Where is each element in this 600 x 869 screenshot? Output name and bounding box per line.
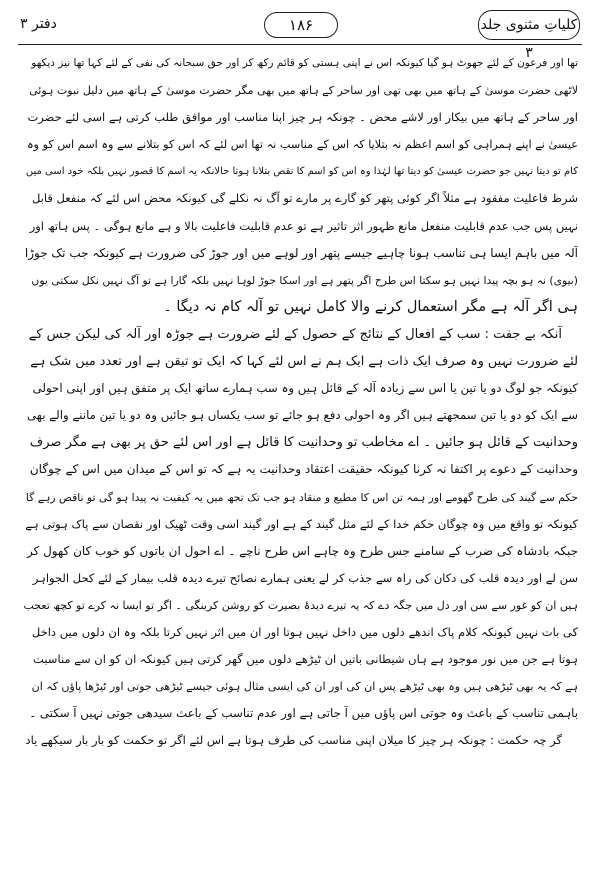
text-line: (بیوی) نہ ہو بچہ پیدا نہیں ہو سکتا اس طرح اگر پتھر ہے اور اسکا جوڑ لوہا نہیں بلکہ گارا ہے تو آگ نہیں نکل سکتی یوں bbox=[31, 273, 578, 287]
text-line: حکم سے گیند کی طرح گھومے اور ہمہ تن اس کا مطیع و منقاد ہو جب تک تجھ میں یہ کیفیت نہ پیدا ہو گی تو ناقص رہے گا bbox=[25, 490, 578, 504]
text-line: عیسیٰ نے اپنے ہمراہی کو اسم اعظم نہ بتلایا کہ اس کے مناسب نہ تھا اس لئے کہ اس کو بتلانے سے وہ اسم اس کو وہ bbox=[26, 138, 578, 152]
text-line: ہی اگر آلہ ہے مگر استعمال کرنے والا کامل نہیں تو آلہ کام نہ دیگا ۔ bbox=[163, 298, 578, 315]
text-line: لاٹھی حضرت موسیٰ کے ہاتھ میں بھی تھی اور ساحر کے ہاتھ میں بھی مگر حضرت موسیٰ کے ہاتھ میں دلیل نبوت ہوئی bbox=[29, 84, 578, 98]
text-line: آلہ میں باہم ایسا ہی تناسب ہونا چاہیے جیسے پتھر اور لوہے میں اور جوڑ کی ضرورت ہے کیونکہ جب تک جوڑا bbox=[24, 245, 578, 260]
body-text bbox=[22, 50, 578, 860]
text-line: شرط فاعلیت مفقود ہے مثلاً اگر کوئی پتھر کو گارے پر مارے تو آگ نہ نکلے گی کیونکہ محض اس لئے کہ منفعل قابل bbox=[31, 191, 578, 206]
text-line: باہمی تناسب کے باعث وہ جوتی اس پاؤں میں آ جاتی ہے اور عدم تناسب کے باعث سیدھی جوتی نہیں آ سکتی ۔ bbox=[29, 706, 578, 721]
text-line: وحدانیت کے دعوے پر اکتفا نہ کرنا کیونکہ حقیقت اعتقاد وحدانیت یہ ہے کہ تو اس کے میدان میں اس کے چوگان bbox=[29, 462, 578, 477]
text-line: ہیں ان کو غور سے سن اور دل میں جگہ دے کہ یہ تیرے دیدۂ بصیرت کو روشن کرینگی ۔ اگر تو ایسا نہ کرے تو کچھ تعجب bbox=[23, 598, 578, 612]
text-line: لئے ضرورت نہیں وہ صرف ایک ذات ہے ایک ہم نے اس لئے کہا کہ ایک تو تیقن ہے اور تعدد میں شک ہے bbox=[30, 354, 578, 370]
text-line: سے ایک کو دو یا تین سمجھتے ہیں اگر وہ احولی دفع ہو جائے تو سب یکساں ہو جائیں وہ دو یا تین ماننے والے بھی bbox=[27, 408, 578, 423]
text-line: وحدانیت کے قائل ہو جائیں ۔ اے مخاطب تو وحدانیت کا قائل ہے اور اس لئے حق پر بھی ہے مگر صرف bbox=[29, 435, 578, 451]
page-number: ۱۸۶ bbox=[264, 12, 338, 38]
text-line: ہوتا ہے جن میں نور موجود ہے ہاں شیطانی باتیں ان ٹیڑھے دلوں میں گھر کرتی ہیں کیونکہ ان کو ان سے مناسبت bbox=[33, 652, 578, 667]
page-header bbox=[14, 10, 586, 61]
text-line: تھا اور فرعون کے لئے جھوٹ ہو گیا کیونکہ اس نے اپنی ہستی کو قائم رکھ کر اور حق سبحانہ کی نفی کے لئے کہا تھا نیز دیکھو bbox=[31, 57, 578, 69]
text-line: ہے کہ یہ بھی ٹیڑھی ہیں وہ بھی ٹیڑھے پس ان کی اور ان کی ایسی مثال ہوئی جیسے ٹیڑھی جوتی اور ٹیڑھا پاؤں کہ ان bbox=[31, 680, 578, 694]
text-line: نہیں پس جب عدم قابلیت منفعل مانع ظہور اثر تاثیر ہے تو عدم قابلیت فاعلیت بالا و ہے مانع ہوگی ۔ پس ہاتھ اور bbox=[29, 218, 578, 233]
text-line: کیونکہ جو لوگ دو یا تین یا اس سے زیادہ آلہ کے قائل ہیں وہ سب ہمارے ساتھ ایک پر متفق ہیں اور اپنی احولی bbox=[32, 381, 578, 396]
text-line: آنکہ بے جفت : سب کے افعال کے نتائج کے حصول کے لئے ضرورت ہے جوڑہ اور آلہ کی لیکن جس کے bbox=[28, 326, 562, 342]
text-line: گر چہ حکمت : چونکہ ہر چیز کا میلان اپنی مناسب کی طرف ہوتا ہے اس لئے اگر تو حکمت کو بار بار سیکھے یاد bbox=[25, 733, 562, 748]
text-line: کام تو دیتا نہیں جو حضرت عیسیٰ کو دیتا تھا لہٰذا وہ اس کو اسم کا نقص بتلانا ہوتا حالانکہ یہ اسم کا قصور نہیں بلکہ خود اسی میں bbox=[25, 166, 578, 178]
book-title: کلیاتِ مثنوی جلد ۳ bbox=[478, 10, 580, 40]
header-rule bbox=[18, 44, 582, 45]
section-label: دفتر ۳ bbox=[20, 16, 57, 32]
text-line: جبکہ بادشاہ کی ضرب کے سامنے جس طرح وہ چاہے اس طرح ناچے ۔ اے احول ان باتوں کو خوب کان کھول کر bbox=[26, 543, 578, 558]
text-line: اور ساحر کے ہاتھ میں بیکار اور لاشے محض ۔ چونکہ ہر چیز اپنا مناسب اور موافق طلب کرتی ہے اسی لئے حضرت bbox=[27, 110, 578, 125]
text-line: کی بات نہیں کیونکہ کلام پاک اندھے دلوں میں داخل نہیں ہوتا اور ان میں اثر نہیں کرتا بلکہ وہ ان دلوں میں داخل bbox=[31, 624, 578, 639]
text-line: سن لے اور دیدہ قلب کی دکان کی راہ سے جذب کر لے یعنی ہمارے نصائح تیرے دیدہ قلب بیمار کے لئے کحل الجواہر bbox=[32, 570, 578, 585]
text-line: کیونکہ تو واقع میں وہ چوگان حکم خدا کے لئے مثل گیند کے ہے اور گیند اسی وقت ٹھیک اور نقصان سے پاک ہوتی ہے bbox=[25, 516, 578, 531]
